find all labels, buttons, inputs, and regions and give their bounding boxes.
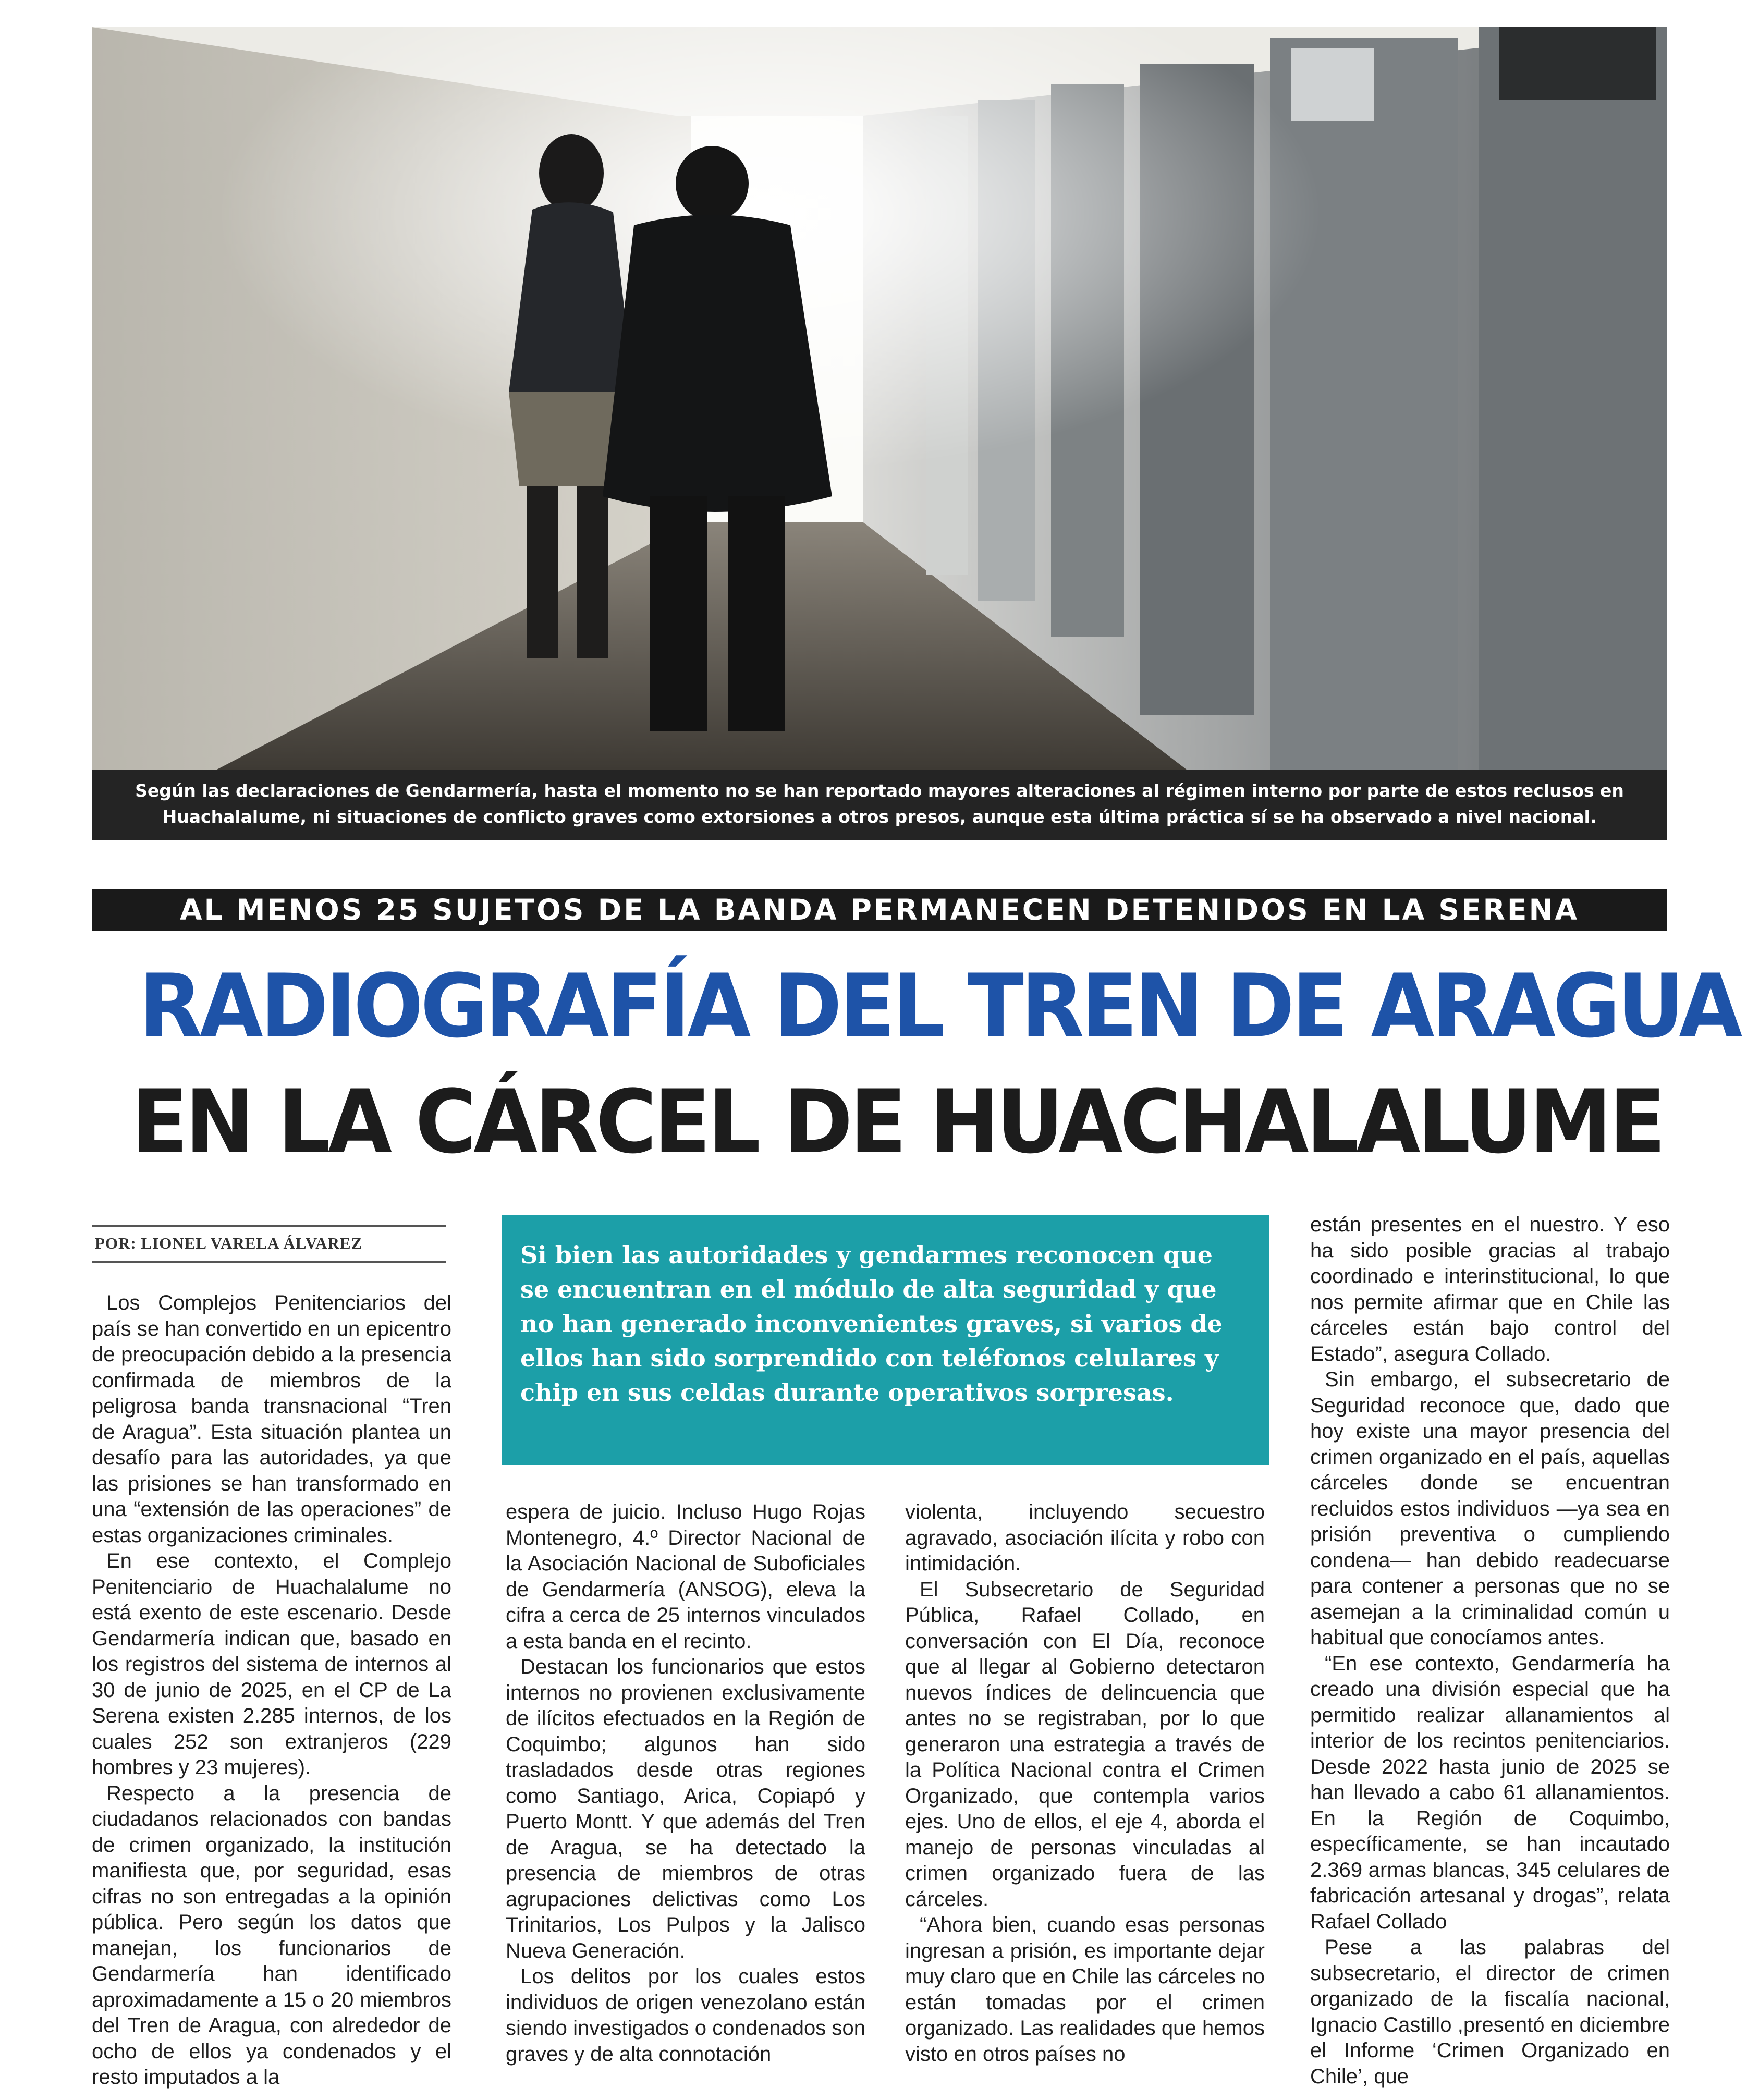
paragraph: En ese contexto, el Complejo Penitenciario de Huachalalume no está exento de este escenario. Desde Gendarmería indican que, basado en los registros del sistema de internos al 30 de junio de 2025, en el CP de La Serena existen 2.285 internos, de los cuales 252 son extranjeros (229 hombres y 23 mujeres).	[92, 1549, 451, 1779]
paragraph: Respecto a la presencia de ciudadanos relacionados con bandas de crimen organizado, la institución manifiesta que, por seguridad, esas cifras no son entregadas a la opinión pública. Pero según los datos que manejan, los funcionarios de Gendarmería han identificado aproximadamente a 15 o 20 miembros del Tren de Aragua, con alrededor de ocho de ellos ya condenados y el resto imputados a la	[92, 1781, 451, 2089]
paragraph: Destacan los funcionarios que estos internos no provienen exclusivamente de ilícitos efectuados en la Región de Coquimbo; algunos han sido trasladados desde otras regiones como Santiago, Arica, Copiapó y Puerto Montt. Y que además del Tren de Aragua, se ha detectado la presencia de miembros de otras agrupaciones delictivas como Los Trinitarios, Los Pulpos y la Jalisco Nueva Generación.	[506, 1655, 865, 1962]
pull-quote: Si bien las autoridades y gendarmes reconocen que se encuentran en el módulo de alta seguridad y que no han generado inconvenientes graves, si varios de ellos han sido sorprendido con teléfonos celulares y chip en sus celdas durante operativos sorpresas.	[502, 1215, 1269, 1465]
article-column-3	[905, 1499, 1265, 2067]
byline: POR: LIONEL VARELA ÁLVAREZ	[92, 1225, 446, 1263]
photo-caption: Según las declaraciones de Gendarmería, hasta el momento no se han reportado mayores alteraciones al régimen interno por parte de estos reclusos en Huachalalume, ni situaciones de conflicto graves como extorsiones a otros presos, aunque esta última práctica sí se ha observado a nivel nacional.	[92, 770, 1667, 840]
paragraph: Los delitos por los cuales estos individuos de origen venezolano están siendo investigados o condenados son graves y de alta connotación	[506, 1965, 865, 2066]
paragraph: espera de juicio. Incluso Hugo Rojas Montenegro, 4.º Director Nacional de la Asociación Nacional de Suboficiales de Gendarmería (ANSOG), eleva la cifra a cerca de 25 internos vinculados a esta banda en el recinto.	[506, 1500, 865, 1653]
headline-line-1: RADIOGRAFÍA DEL TREN DE ARAGUA	[139, 955, 1740, 1057]
paragraph: están presentes en el nuestro. Y eso ha sido posible gracias al trabajo coordinado e interinstitucional, lo que nos permite afirmar que en Chile las cárceles están bajo control del Estado”, asegura Collado.	[1310, 1213, 1670, 1365]
article-photo	[92, 27, 1667, 770]
prison-corridor-image	[92, 27, 1667, 770]
paragraph: Los Complejos Penitenciarios del país se han convertido en un epicentro de preocupación debido a la presencia confirmada de miembros de la peligrosa banda transnacional “Tren de Aragua”. Esta situación plantea un desafío para las autoridades, ya que las prisiones se han transformado en una “extensión de las operaciones” de estas organizaciones criminales.	[92, 1291, 451, 1547]
paragraph: “Ahora bien, cuando esas personas ingresan a prisión, es importante dejar muy claro que en Chile las cárceles no están tomadas por el crimen organizado. Las realidades que hemos visto en otros países no	[905, 1913, 1265, 2066]
article-column-4	[1310, 1212, 1670, 2090]
paragraph: “En ese contexto, Gendarmería ha creado una división especial que ha permitido realizar allanamientos al interior de los recintos penitenciarios. Desde 2022 hasta junio de 2025 se han llevado a cabo 61 allanamientos. En la Región de Coquimbo, específicamente, se han incautado 2.369 armas blancas, 345 celulares de fabricación artesanal y drogas”, relata Rafael Collado	[1310, 1652, 1670, 1933]
article-column-1	[92, 1290, 451, 2091]
kicker-strap: AL MENOS 25 SUJETOS DE LA BANDA PERMANECEN DETENIDOS EN LA SERENA	[92, 889, 1667, 931]
paragraph: violenta, incluyendo secuestro agravado, asociación ilícita y robo con intimidación.	[905, 1500, 1265, 1575]
article-column-2	[506, 1499, 865, 2067]
paragraph: Sin embargo, el subsecretario de Seguridad reconoce que, dado que hoy existe una mayor presencia del crimen organizado en el país, aquellas cárceles donde se encuentran recluidos estos individuos —ya sea en prisión preventiva o cumpliendo condena— han debido readecuarse para contener a personas que no se asemejan a la criminalidad común u habitual que conocíamos antes.	[1310, 1368, 1670, 1649]
paragraph: El Subsecretario de Seguridad Pública, Rafael Collado, en conversación con El Día, reconoce que al llegar al Gobierno detectaron nuevos índices de delincuencia que antes no se registraban, por lo que generaron una estrategia a través de la Política Nacional contra el Crimen Organizado, que contempla varios ejes. Uno de ellos, el eje 4, aborda el manejo de personas vinculadas al crimen organizado fuera de las cárceles.	[905, 1578, 1265, 1911]
headline-line-2: EN LA CÁRCEL DE HUACHALALUME	[131, 1071, 1663, 1173]
paragraph: Pese a las palabras del subsecretario, el director de crimen organizado de la fiscalía nacional, Ignacio Castillo ,presentó en diciembre el Informe ‘Crimen Organizado en Chile’, que	[1310, 1936, 1670, 2088]
